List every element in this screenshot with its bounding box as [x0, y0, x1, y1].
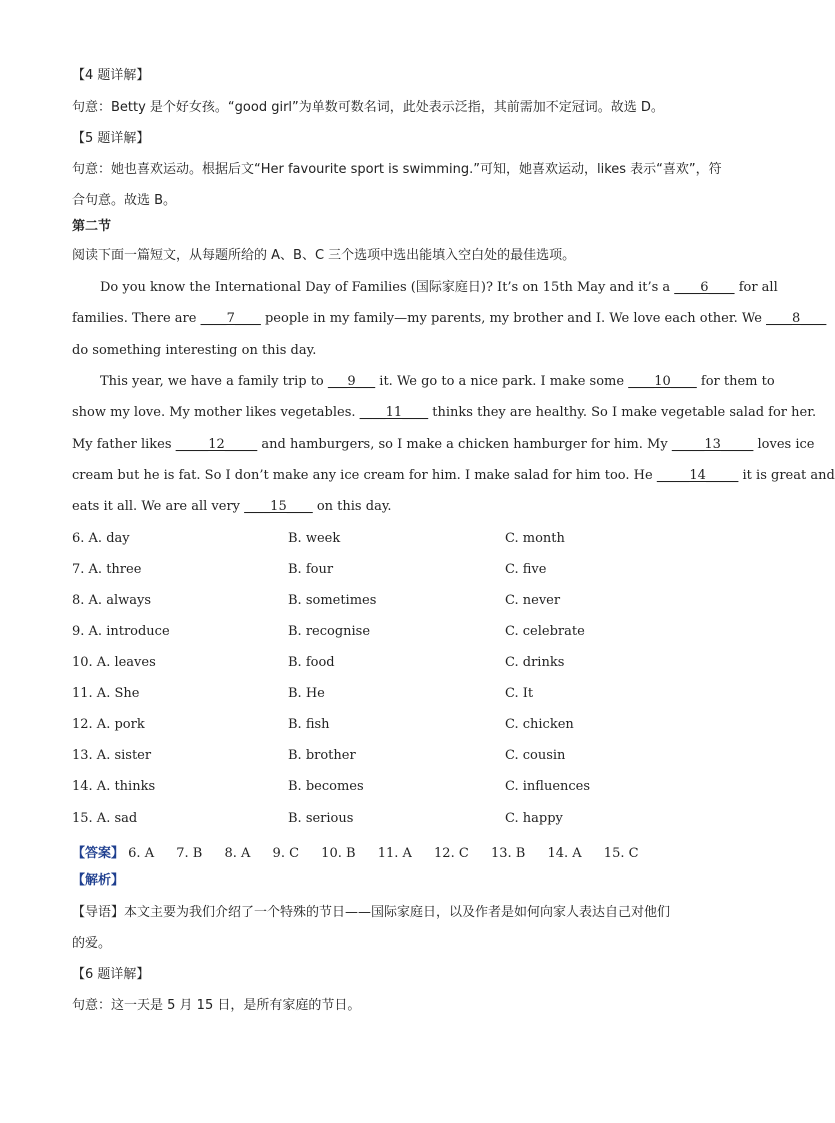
option-b: B. recognise — [288, 624, 371, 639]
sec5-heading: 【5 题详解】 — [72, 131, 150, 146]
answer-item: 7. B — [176, 846, 203, 861]
passage-line-4: This year, we have a family trip to ___9___ it. We go to a nice park. I make some ____10____ for them to — [100, 374, 775, 389]
answer-item: 9. C — [272, 846, 300, 861]
option-b: B. week — [288, 531, 341, 546]
option-c: C. drinks — [505, 655, 565, 670]
option-b: B. four — [288, 562, 334, 577]
answer-label: 【答案】 — [72, 846, 125, 861]
option-c: C. never — [505, 593, 561, 608]
blank-12: _____12_____ — [175, 437, 258, 452]
blank-6: ____6____ — [674, 280, 735, 295]
part2-title: 第二节 — [72, 219, 112, 234]
passage-line-6: My father likes _____12_____ and hamburgers, so I make a chicken hamburger for him. My _____13_____ loves ice — [72, 437, 815, 452]
option-a: 11. A. She — [72, 686, 140, 701]
answer-item: 10. B — [321, 846, 356, 861]
passage-line-3: do something interesting on this day. — [72, 343, 317, 358]
blank-15: ____15____ — [244, 499, 313, 514]
option-a: 6. A. day — [72, 531, 130, 546]
option-c: C. It — [505, 686, 534, 701]
option-c: C. month — [505, 531, 565, 546]
answer-item: 13. B — [490, 846, 526, 861]
answer-row — [72, 842, 657, 861]
blank-10: ____10____ — [628, 374, 697, 389]
part2-instruction: 阅读下面一篇短文，从每题所给的 A、B、C 三个选项中选出能填入空白处的最佳选项。 — [72, 248, 576, 263]
option-a: 9. A. introduce — [72, 624, 170, 639]
option-c: C. chicken — [505, 717, 574, 732]
sec5-text-line1: 句意：她也喜欢运动。根据后文“Her favourite sport is swimming.”可知，她喜欢运动，likes 表示“喜欢”，符 — [72, 162, 722, 177]
option-b: B. sometimes — [288, 593, 377, 608]
option-a: 15. A. sad — [72, 811, 138, 826]
option-b: B. He — [288, 686, 325, 701]
passage-line-5: show my love. My mother likes vegetables. ____11____ thinks they are healthy. So I make vegetable salad for her. — [72, 405, 817, 420]
blank-8: ____8____ — [766, 311, 827, 326]
sec4-text: 句意：Betty 是个好女孩。“good girl”为单数可数名词，此处表示泛指，其前需加不定冠词。故选 D。 — [72, 100, 664, 115]
answer-item: 15. C — [603, 846, 639, 861]
sec6-text: 句意：这一天是 5 月 15 日，是所有家庭的节日。 — [72, 998, 361, 1013]
option-c: C. celebrate — [505, 624, 585, 639]
answer-item: 11. A — [377, 846, 412, 861]
blank-9: ___9___ — [327, 374, 376, 389]
option-a: 13. A. sister — [72, 748, 152, 763]
option-a: 14. A. thinks — [72, 779, 156, 794]
option-a: 10. A. leaves — [72, 655, 156, 670]
answer-item: 14. A — [547, 846, 582, 861]
option-c: C. cousin — [505, 748, 566, 763]
option-b: B. fish — [288, 717, 330, 732]
passage-line-2: families. There are ____7____ people in my family—my parents, my brother and I. We love each other. We ____8____ — [72, 311, 827, 326]
option-b: B. serious — [288, 811, 354, 826]
analysis-label: 【解析】 — [72, 873, 125, 888]
guide-line-2: 的爱。 — [72, 936, 112, 951]
option-b: B. brother — [288, 748, 356, 763]
passage-line-7: cream but he is fat. So I don’t make any ice cream for him. I make salad for him too. He _____14_____ it is great and — [72, 468, 835, 483]
sec6-heading: 【6 题详解】 — [72, 967, 150, 982]
answer-item: 12. C — [434, 846, 469, 861]
blank-11: ____11____ — [359, 405, 429, 420]
blank-14: _____14_____ — [656, 468, 739, 483]
option-a: 12. A. pork — [72, 717, 145, 732]
option-c: C. influences — [505, 779, 591, 794]
answer-item: 6. A — [128, 846, 155, 861]
passage-line-8: eats it all. We are all very ____15____ on this day. — [72, 499, 392, 514]
sec4-heading: 【4 题详解】 — [72, 68, 150, 83]
option-b: B. becomes — [288, 779, 364, 794]
blank-13: _____13_____ — [671, 437, 754, 452]
blank-7: ____7____ — [200, 311, 261, 326]
option-c: C. happy — [505, 811, 563, 826]
passage-line-1: Do you know the International Day of Families (国际家庭日)? It’s on 15th May and it’s a ____6____ for all — [100, 280, 778, 295]
option-a: 7. A. three — [72, 562, 142, 577]
guide-line-1: 【导语】本文主要为我们介绍了一个特殊的节日——国际家庭日，以及作者是如何向家人表达自己对他们 — [72, 905, 671, 920]
answer-item: 8. A — [224, 846, 251, 861]
sec5-text-line2: 合句意。故选 B。 — [72, 193, 177, 208]
option-c: C. five — [505, 562, 547, 577]
guide-label: 【导语】 — [72, 905, 125, 920]
option-a: 8. A. always — [72, 593, 151, 608]
option-b: B. food — [288, 655, 335, 670]
